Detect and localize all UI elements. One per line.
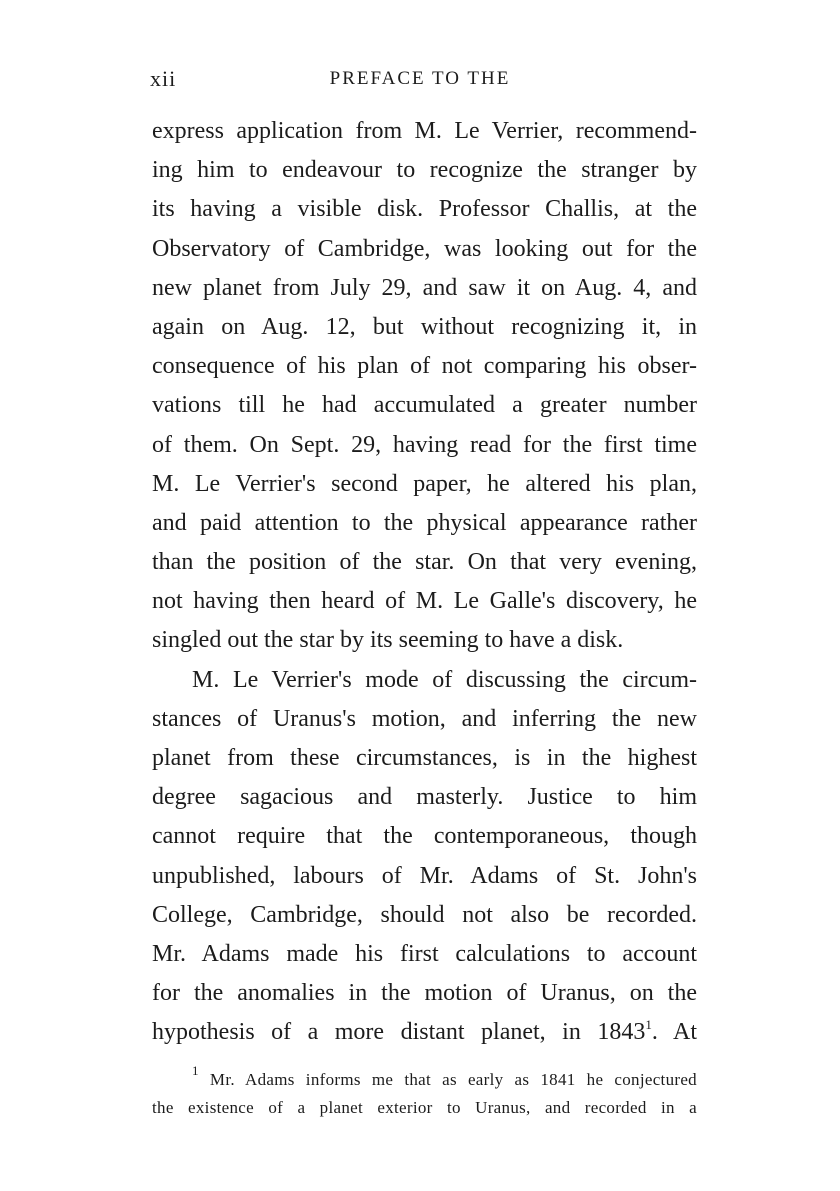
- body-line: singled out the star by its seeming to have a disk.: [152, 627, 624, 654]
- body-line-with-footnote: [152, 1013, 697, 1052]
- body-line: cannot require that the contemporaneous, though: [152, 823, 697, 850]
- body-line: consequence of his plan of not comparing his obser-: [152, 353, 697, 380]
- body-line: planet from these circumstances, is in the highest: [152, 745, 697, 771]
- body-line: than the position of the star. On that very evening,: [152, 549, 697, 576]
- body-line: M. Le Verrier's second paper, he altered his plan,: [152, 470, 697, 497]
- body-line: College, Cambridge, should not also be recorded.: [152, 901, 697, 928]
- footnote: [152, 1063, 697, 1122]
- body-line-text: hypothesis of a more distant planet, in 1843: [152, 1019, 646, 1046]
- body-line: Observatory of Cambridge, was looking out for the: [152, 235, 697, 262]
- body-line: Mr. Adams made his first calculations to account: [152, 940, 697, 967]
- body-line: ing him to endeavour to recognize the stranger by: [152, 157, 697, 184]
- running-head: PREFACE TO THE: [329, 68, 511, 89]
- body-text: [152, 112, 697, 1053]
- body-line: degree sagacious and masterly. Justice to him: [152, 784, 697, 811]
- body-line: of them. On Sept. 29, having read for the first time: [152, 431, 697, 458]
- body-line: for the anomalies in the motion of Uranus, on the: [152, 980, 697, 1007]
- footnote-marker: 1: [192, 1063, 199, 1078]
- body-line: new planet from July 29, and saw it on Aug. 4, and: [152, 274, 697, 301]
- footnote-line: the existence of a planet exterior to Uranus, and recorded in a: [152, 1098, 697, 1117]
- page-number: xii: [150, 66, 177, 91]
- footnote-reference: 1: [645, 1017, 652, 1033]
- body-line-end: . At: [651, 1019, 697, 1046]
- body-line: and paid attention to the physical appearance rather: [152, 509, 697, 536]
- body-line: express application from M. Le Verrier, recommend-: [152, 118, 697, 144]
- body-line: not having then heard of M. Le Galle's discovery, he: [152, 588, 697, 615]
- body-line: vations till he had accumulated a greater number: [152, 392, 697, 419]
- footnote-text: Mr. Adams informs me that as early as 1841 he conjectured: [209, 1070, 697, 1089]
- body-line: again on Aug. 12, but without recognizing it, in: [152, 313, 697, 340]
- body-line: its having a visible disk. Professor Challis, at the: [152, 196, 697, 223]
- body-line: unpublished, labours of Mr. Adams of St. John's: [152, 862, 697, 889]
- body-line: M. Le Verrier's mode of discussing the circum-: [192, 666, 697, 693]
- footnote-line: [152, 1063, 697, 1094]
- body-line: stances of Uranus's motion, and inferring the new: [152, 705, 697, 732]
